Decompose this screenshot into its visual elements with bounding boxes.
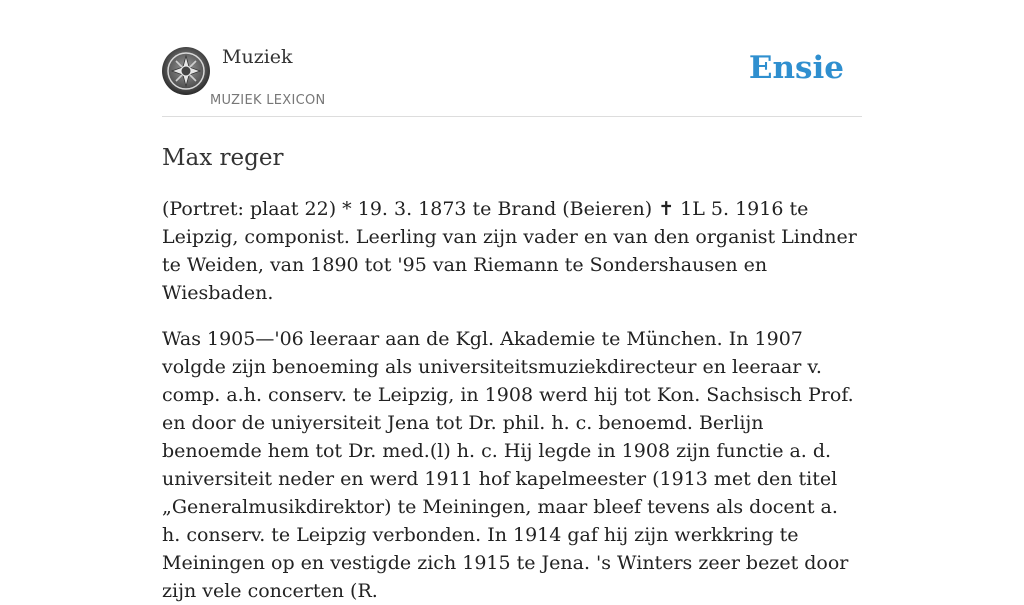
music-emblem-icon[interactable] xyxy=(162,47,210,95)
source-subtitle: MUZIEK LEXICON xyxy=(210,93,326,108)
source-name[interactable]: Muziek xyxy=(222,46,293,68)
ensie-logo-link[interactable]: Ensie xyxy=(748,50,844,86)
article-paragraph-2: Was 1905—'06 leeraar aan de Kgl. Akademie te München. In 1907 volgde zijn benoeming als universiteitsmuziekdirecteur en leeraar v. comp. a.h. conserv. te Leipzig, in 1908 werd hij tot Kon. Sachsisch Prof. en door de uniyersiteit Jena tot Dr. phil. h. c. benoemd. Berlijn benoemde hem tot Dr. med.(l) h. c. Hij legde in 1908 zijn functie a. d. universiteit neder en werd 1911 hof kapelmeester (1913 met den titel „Generalmusikdirektor) te Meiningen, maar bleef tevens als docent a. h. conserv. te Leipzig verbonden. In 1914 gaf hij zijn werkkring te Meiningen op en vestigde zich 1915 te Jena. 's Winters zeer bezet door zijn vele concerten (R. xyxy=(162,328,854,602)
page-header xyxy=(162,0,862,117)
article-paragraph-1: (Portret: plaat 22) * 19. 3. 1873 te Brand (Beieren) ✝ 1L 5. 1916 te Leipzig, componist. Leerling van zijn vader en van den organist Lindner te Weiden, van 1890 tot '95 van Riemann te Sondershausen en Wiesbaden. xyxy=(162,198,857,304)
article-title: Max reger xyxy=(162,145,284,171)
page-container xyxy=(162,0,862,605)
